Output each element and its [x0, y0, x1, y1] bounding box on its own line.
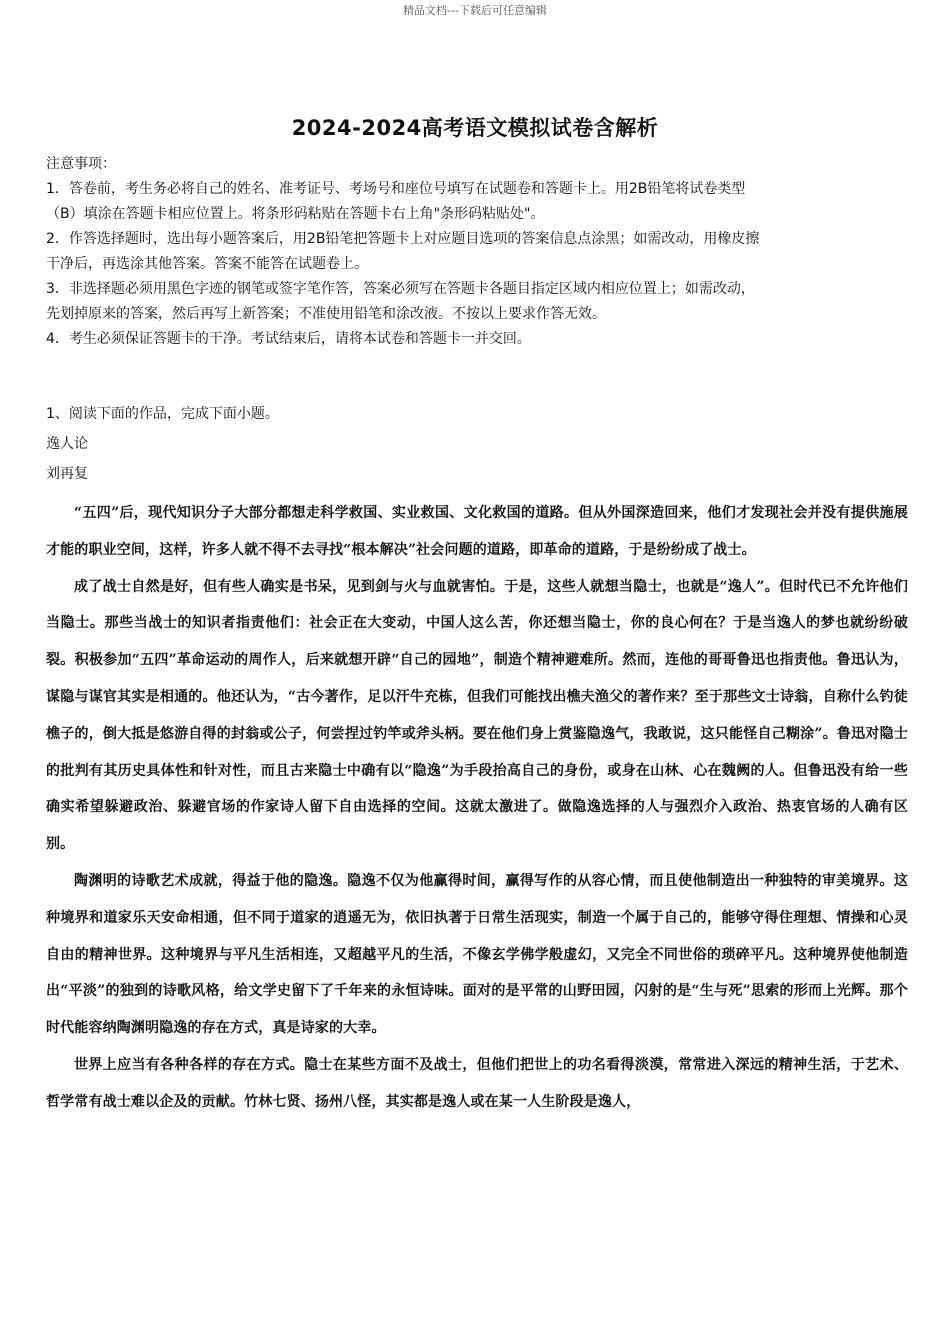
page-title: 2024-2024高考语文模拟试卷含解析: [291, 116, 659, 140]
essay-title: 逸人论: [46, 436, 88, 452]
essay-paragraph: 世界上应当有各种各样的存在方式。隐士在某些方面不及战士，但他们把世上的功名看得淡漠，常常进入深远的精神生活，于艺术、哲学常有战士难以企及的贡献。竹林七贤、扬州八怪，其实都是逸人或在某一人生阶段是逸人，: [46, 1056, 908, 1110]
question-prompt: 1、阅读下面的作品，完成下面小题。: [46, 406, 279, 422]
notice-line: 先划掉原来的答案，然后再写上新答案；不准使用铅笔和涂改液。不按以上要求作答无效。: [46, 306, 606, 322]
essay-paragraph: 陶渊明的诗歌艺术成就，得益于他的隐逸。隐逸不仅为他赢得时间，赢得写作的从容心情，而且使他制造出一种独特的审美境界。这种境界和道家乐天安命相通，但不同于道家的逍遥无为，依旧执著于日常生活现实，制造一个属于自己的，能够守得住理想、情操和心灵自由的精神世界。这种境界与平凡生活相连，又超越平凡的生活，不像玄学佛学般虚幻，又完全不同世俗的琐碎平凡。这种境界使他制造出“平淡”的独到的诗歌风格，给文学史留下了千年来的永恒诗味。面对的是平常的山野田园，闪射的是“生与死”思索的形而上光辉。那个时代能容纳陶渊明隐逸的存在方式，真是诗家的大幸。: [46, 872, 908, 1037]
notice-line: （B）填涂在答题卡相应位置上。将条形码粘贴在答题卡右上角"条形码粘贴处"。: [46, 206, 545, 222]
question-header: [46, 399, 916, 489]
notice-heading: 注意事项：: [46, 156, 116, 172]
notice-line: 干净后，再选涂其他答案。答案不能答在试题卷上。: [46, 256, 368, 272]
essay-paragraph: 成了战士自然是好，但有些人确实是书呆，见到剑与火与血就害怕。于是，这些人就想当隐士，也就是“逸人”。但时代已不允许他们当隐士。那些当战士的知识者指责他们：社会正在大变动，中国人这么苦，你还想当隐士，你的良心何在？于是当逸人的梦也就纷纷破裂。积极参加“五四”革命运动的周作人，后来就想开辟“自己的园地”，制造个精神避难所。然而，连他的哥哥鲁迅也指责他。鲁迅认为，谋隐与谋官其实是相通的。他还认为，“古今著作，足以汗牛充栋，但我们可能找出樵夫渔父的著作来？至于那些文士诗翁，自称什么钓徒樵子的，倒大抵是悠游自得的封翁或公子，何尝捏过钓竿或斧头柄。要在他们身上赏鉴隐逸气，我敢说，这只能怪自己糊涂”。鲁迅对隐士的批判有其历史具体性和针对性，而且古来隐士中确有以“隐逸”为手段抬高自己的身份，或身在山林、心在魏阙的人。但鲁迅没有给一些确实希望躲避政治、躲避官场的作家诗人留下自由选择的空间。这就太激进了。做隐逸选择的人与强烈介入政治、热衷官场的人确有区别。: [46, 578, 908, 853]
essay-body: [46, 495, 908, 1121]
essay-paragraph: “五四”后，现代知识分子大部分都想走科学救国、实业救国、文化救国的道路。但从外国深造回来，他们才发现社会并没有提供施展才能的职业空间，这样，许多人就不得不去寻找“根本解决”社会问题的道路，即革命的道路，于是纷纷成了战士。: [46, 505, 908, 558]
notice-section: [46, 152, 916, 352]
header-note: 精品文档---下载后可任意编辑: [403, 4, 547, 17]
essay-author: 刘再复: [46, 466, 88, 482]
notice-line: 1．答卷前，考生务必将自己的姓名、准考证号、考场号和座位号填写在试题卷和答题卡上。用2B铅笔将试卷类型: [46, 181, 746, 197]
notice-line: 2．作答选择题时，选出每小题答案后，用2B铅笔把答题卡上对应题目选项的答案信息点涂黑；如需改动，用橡皮擦: [46, 231, 760, 247]
notice-line: 3．非选择题必须用黑色字迹的钢笔或签字笔作答，答案必须写在答题卡各题目指定区域内相应位置上；如需改动，: [46, 281, 755, 297]
notice-line: 4．考生必须保证答题卡的干净。考试结束后，请将本试卷和答题卡一并交回。: [46, 331, 531, 347]
